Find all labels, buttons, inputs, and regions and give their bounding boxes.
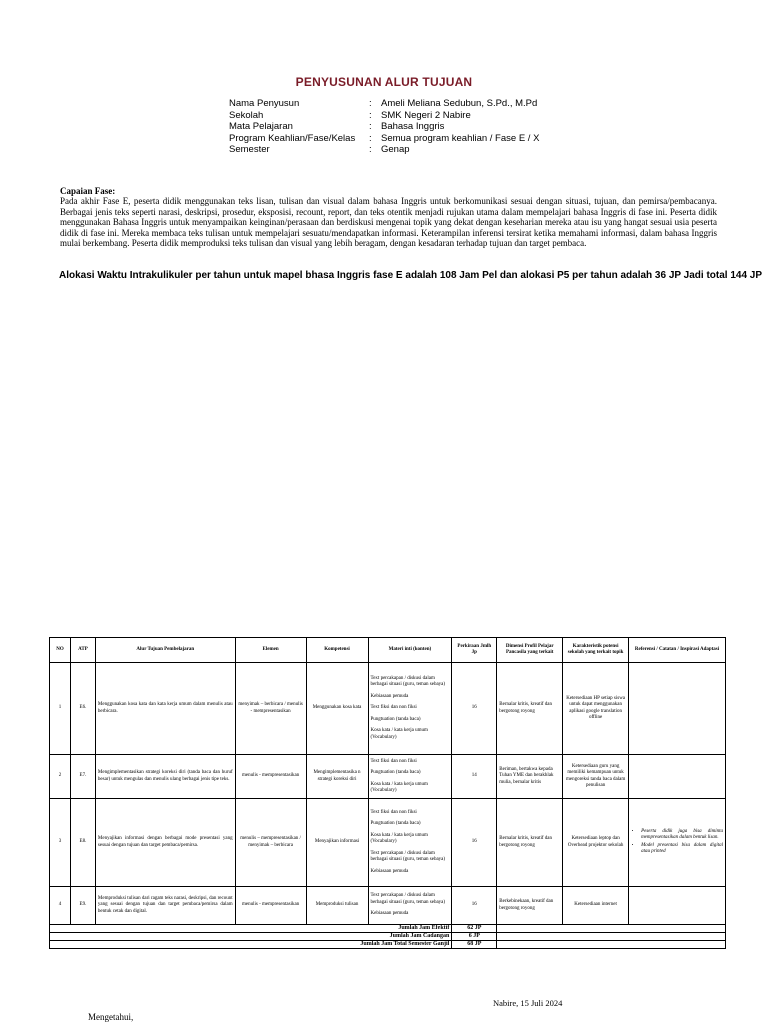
cell-alur: Menyajikan informasi dengan berbagai mode presentasi yang sesuai dengan tujuan dan target pembaca/pemirsa. [95,799,235,887]
cell-referensi [629,663,726,755]
atp-table [49,637,726,949]
cell-karakteristik: Ketersediaan HP setiap siswa untuk dapat menggunakan aplikasi google translation offline [563,663,629,755]
cell-no: 1 [50,663,71,755]
info-label: Sekolah [229,109,264,121]
cell-atp: E6. [70,663,95,755]
alokasi-waktu: Alokasi Waktu Intrakulikuler per tahun untuk mapel bhasa Inggris fase E adalah 108 Jam Pel dan alokasi P5 per tahun adalah 36 JP Jadi total 144 JP [59,270,763,281]
cell-no: 2 [50,755,71,799]
materi-item: Text percakapan / diskusi dalam berbagai situasi (guru, teman sebaya) [370,893,446,905]
cell-elemen: menulis - mempresentasikan [235,755,306,799]
referensi-item: • Model presentasi bisa dalam digital atau printed [641,843,723,856]
capaian-heading: Capaian Fase: [60,186,116,196]
mengetahui-label: Mengetahui, [88,1012,134,1022]
info-colon: : [369,121,372,132]
cell-referensi [629,799,726,887]
cell-elemen: menyimak – berbicara / menulis - mempresentasikan [235,663,306,755]
materi-item: Text percakapan / diskusi dalam berbagai situasi (guru, teman sebaya) [370,850,446,863]
total-label: Jumlah Jam Total Semester Ganjil [50,941,452,949]
materi-item: Text percakapan / diskusi dalam berbagai situasi (guru, teman sebaya) [370,676,446,688]
header-referensi: Referensi / Catatan / Inspirasi Adaptasi [629,638,726,663]
table-row [50,887,726,925]
cell-alur: Mengimplementasikan strategi koreksi diri (tanda baca dan huruf besar) untuk mengulas dan menulis ulang berbagai jenis tipe teks. [95,755,235,799]
info-value: Bahasa Inggris [381,121,445,132]
signature-date: Nabire, 15 Juli 2024 [493,998,563,1008]
cell-jp: 14 [452,755,497,799]
cell-jp: 16 [452,887,497,925]
capaian-text: Pada akhir Fase E, peserta didik menggunakan teks lisan, tulisan dan visual dalam bahasa Inggris untuk berkomunikasi sesuai dengan situasi, tujuan, dan pemirsa/pembacanya. Berbagai jenis teks seperti narasi, deskripsi, prosedur, eksposisi, recount, report, dan teks otentik menjadi rujukan utama dalam mempelajari bahasa Inggris di fase ini. Peserta didik menggunakan Bahasa Inggris untuk menyampaikan keinginan/perasaan dan berdiskusi mengenai topik yang dekat dengan keseharian mereka atau isu yang hangat sesuai usia peserta didik di fase ini. Mereka membaca teks tulisan untuk mempelajari sesuatu/mendapatkan informasi. Keterampilan inferensi tersirat ketika memahami informasi, dalam bahasa Inggris mulai berkembang. Peserta didik memproduksi teks tulisan dan visual yang lebih beragam, dengan kesadaran terhadap tujuan dan target pembaca. [60,196,717,249]
cell-materi [368,663,452,755]
table-row [50,663,726,755]
cell-jp: 16 [452,663,497,755]
header-materi: Materi inti (konten) [368,638,452,663]
cell-atp: E7. [70,755,95,799]
materi-item: Kebiasaan pemuda [370,693,409,699]
info-colon: : [369,144,372,155]
header-profil: Dimensi Profil Pelajar Pancasila yang terkait [497,638,563,663]
referensi-list [631,829,723,856]
info-colon: : [369,132,372,144]
materi-item: Pungtuation (tanda baca) [370,716,421,722]
cell-karakteristik: Ketersediaan guru yang memiliki kemampuan untuk mengoreksi tanda baca dalam penulisan [563,755,629,799]
header-no: NO [50,638,71,663]
header-atp: ATP [70,638,95,663]
total-value: 6 JP [452,933,497,941]
info-value: Ameli Meliana Sedubun, S.Pd., M.Pd [381,98,538,109]
info-value: Genap [381,144,410,155]
table-row [50,755,726,799]
cell-profil: Berkebinekaan, kreatif dan bergotong royong [497,887,563,925]
header-alur: Alur Tujuan Pembelajaran [95,638,235,663]
referensi-item: • Peserta didik juga bisa diminta mempresentasikan dalam bentuk lisan. [641,829,723,842]
header-karakteristik: Karakteristik potensi sekolah yang terkait topik [563,638,629,663]
header-jp: Perkiraan Jmlh Jp [452,638,497,663]
materi-item: Text fiksi dan non fiksi [370,705,417,711]
info-label: Semester [229,144,270,155]
cell-no: 4 [50,887,71,925]
total-label: Jumlah Jam Efektif [50,925,452,933]
total-row-cadangan [50,933,726,941]
total-value: 62 JP [452,925,497,933]
cell-profil: Beriman, bertakwa kepada Tuhan YME dan berakhlak mulia, bernalar kritis [497,755,563,799]
cell-kompetensi: Memproduksi tulisan [306,887,368,925]
materi-item: Kosa kata / kata kerja umum (Vocabulary) [370,832,428,845]
info-row-program [229,133,539,145]
cell-kompetensi: Mengimplementasika n strategi koreksi diri [306,755,368,799]
header-kompetensi: Kompetensi [306,638,368,663]
materi-item: Pungtuation (tanda baca) [370,821,421,827]
materi-item: Kebiasaan pemuda [370,868,409,874]
info-label: Mata Pelajaran [229,121,293,132]
cell-profil: Bernalar kritis, kreatif dan bergotong royong [497,799,563,887]
table-row [50,799,726,887]
materi-item: Pungtuation (tanda baca) [370,770,421,776]
cell-elemen: menulis – mempresentasikan / menyimak – berbicara [235,799,306,887]
materi-item: Kosa kata / kata kerja umum (Vocabulary) [370,728,428,740]
info-colon: : [369,109,372,121]
cell-atp: E9. [70,887,95,925]
header-elemen: Elemen [235,638,306,663]
identity-block [229,98,539,156]
cell-karakteristik: Ketersediaan leptop dan Overhead projektor sekolah [563,799,629,887]
total-label: Jumlah Jam Cadangan [50,933,452,941]
materi-item: Kebiasaan pemuda [370,911,409,917]
cell-kompetensi: Menyajikan informasi [306,799,368,887]
cell-referensi [629,755,726,799]
info-row-penyusun [229,98,539,110]
info-label: Nama Penyusun [229,98,300,109]
total-row-efektif [50,925,726,933]
cell-materi [368,755,452,799]
total-row-semester [50,941,726,949]
info-row-sekolah [229,110,539,122]
cell-profil: Bernalar kritis, kreatif dan bergotong royong [497,663,563,755]
info-label: Program Keahlian/Fase/Kelas [229,132,356,144]
materi-item: Text fiksi dan non fiksi [370,810,417,816]
total-blank [497,933,726,941]
info-row-semester [229,144,539,156]
cell-alur: Menggunakan kosa kata dan kata kerja umum dalam menulis atau berbicara. [95,663,235,755]
cell-alur: Memproduksi tulisan dari ragam teks narasi, deskripsi, dan recount yang sesuai dengan tujuan dan target pembaca/pemirsa dalam bentuk cetak dan digital. [95,887,235,925]
cell-no: 3 [50,799,71,887]
cell-kompetensi: Menggunakan kosa kata [306,663,368,755]
info-row-mapel [229,121,539,133]
cell-referensi [629,887,726,925]
materi-item: Text fiksi dan non fiksi [370,758,417,764]
cell-atp: E8. [70,799,95,887]
total-value: 68 JP [452,941,497,949]
cell-karakteristik: Ketersediaan internet [563,887,629,925]
info-value: SMK Negeri 2 Nabire [381,109,471,121]
total-blank [497,941,726,949]
cell-jp: 16 [452,799,497,887]
info-colon: : [369,98,372,109]
total-blank [497,925,726,933]
cell-elemen: menulis - mempresentasikan [235,887,306,925]
cell-materi [368,799,452,887]
materi-item: Kosa kata / kata kerja umum (Vocabulary) [370,781,428,793]
cell-materi [368,887,452,925]
info-value: Semua program keahlian / Fase E / X [381,132,540,144]
capaian-fase-section [60,186,717,248]
table-header-row [50,638,726,663]
page-title: PENYUSUNAN ALUR TUJUAN [295,75,473,89]
